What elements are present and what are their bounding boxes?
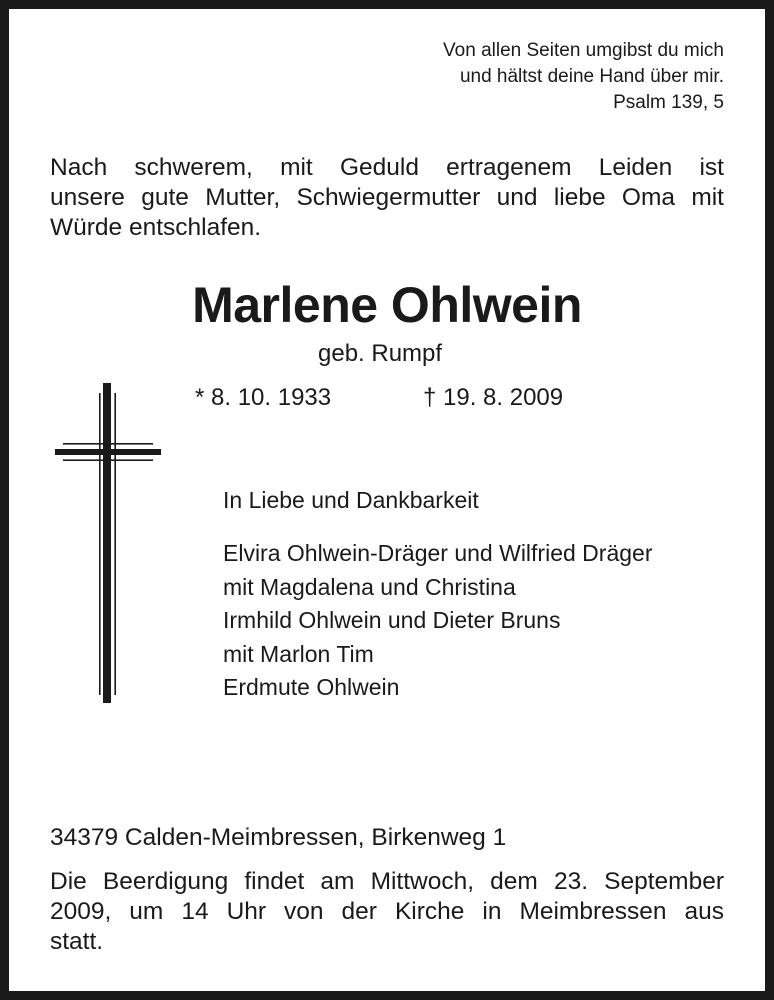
mourners-list [223,537,652,705]
deceased-name: Marlene Ohlwein [192,277,582,333]
mourner-line: mit Marlon Tim [223,640,374,667]
psalm-line: Von allen Seiten umgibst du mich [443,40,724,61]
death-date: † 19. 8. 2009 [423,384,564,411]
psalm-reference: Psalm 139, 5 [613,92,724,113]
psalm-quote [443,38,724,116]
psalm-line: und hältst deine Hand über mir. [459,66,724,87]
mourner-line: Irmhild Ohlwein und Dieter Bruns [223,607,561,633]
mourner-line: mit Magdalena und Christina [223,573,516,600]
mourner-line: Elvira Ohlwein-Dräger und Wilfried Dräger [223,540,653,566]
cross-icon [55,383,161,703]
funeral-info [50,867,724,957]
funeral-line: statt. [50,928,104,955]
birth-name: geb. Rumpf [318,340,443,367]
funeral-line: 2009, um 14 Uhr von der Kirche in Meimbressen aus [50,898,724,925]
intro-line: Würde entschlafen. [50,214,262,241]
intro-line: unsere gute Mutter, Schwiegermutter und liebe Oma mit [50,184,724,211]
birth-date: * 8. 10. 1933 [195,384,332,411]
intro-text [50,153,724,243]
funeral-line: Die Beerdigung findet am Mittwoch, dem 23. September [50,868,724,895]
address: 34379 Calden-Meimbressen, Birkenweg 1 [50,824,507,851]
intro-line: Nach schwerem, mit Geduld ertragenem Leiden ist [50,154,724,181]
signoff: In Liebe und Dankbarkeit [223,487,479,513]
mourner-line: Erdmute Ohlwein [223,674,400,700]
